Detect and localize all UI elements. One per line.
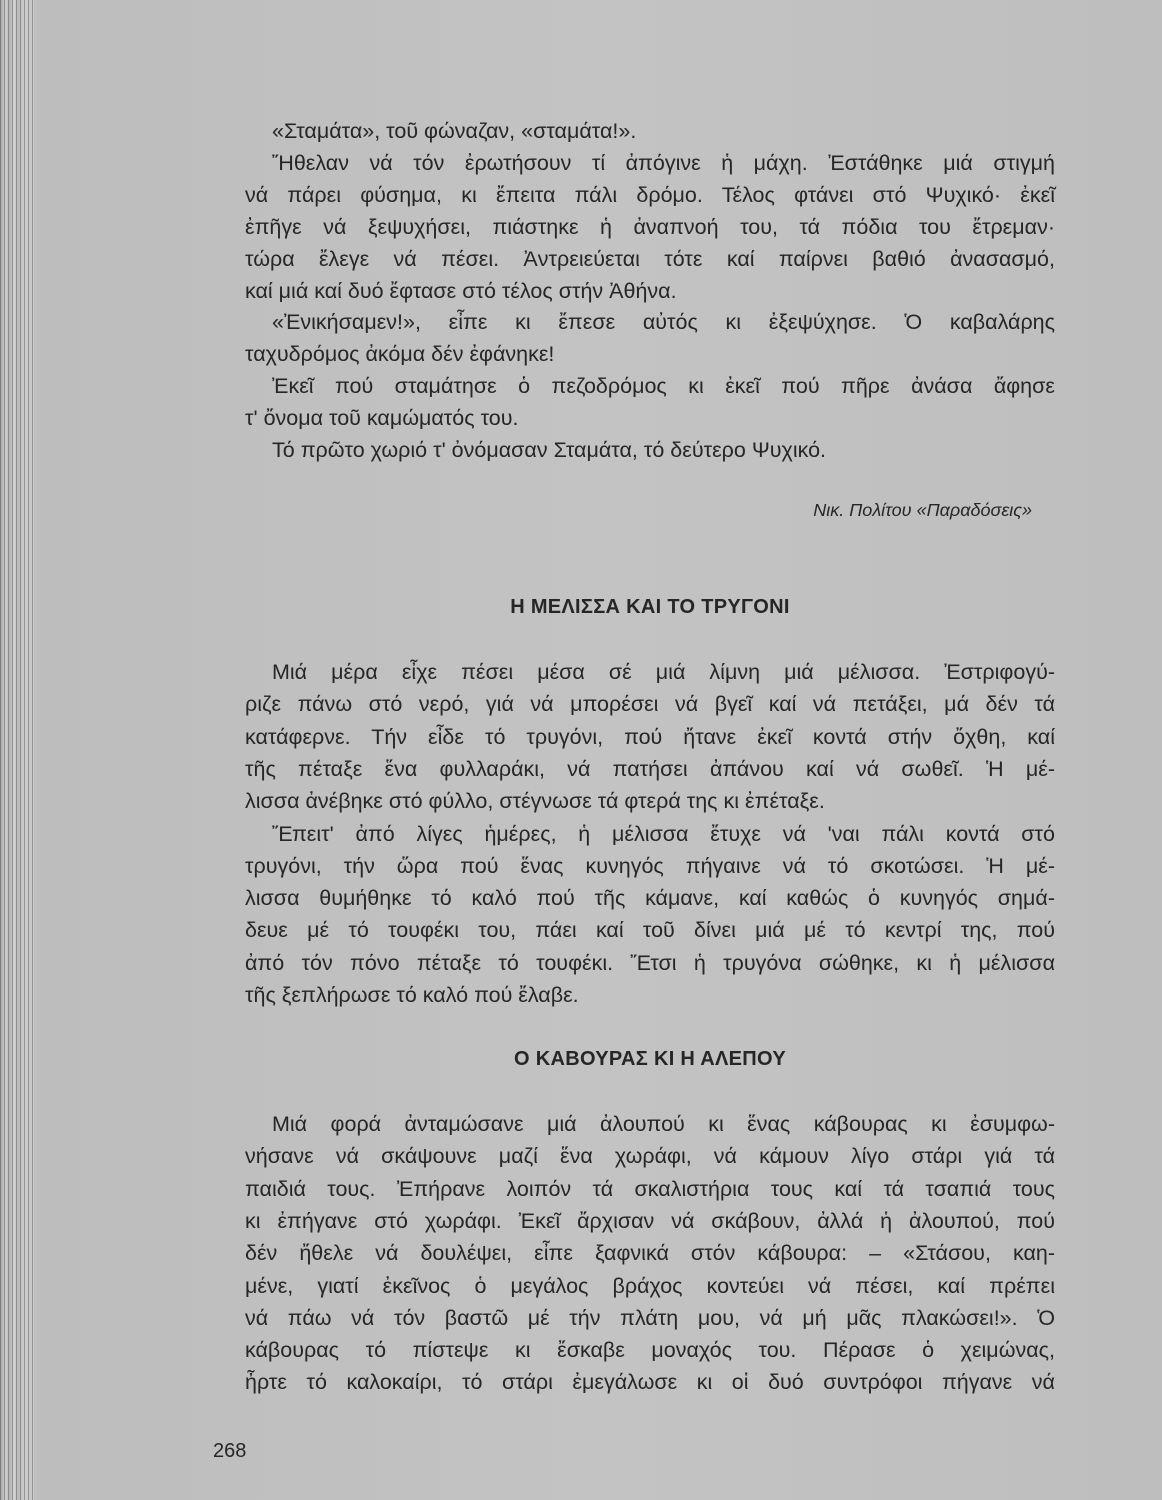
text-line: τῆς πέταξε ἕνα φυλλαράκι, νά πατήσει ἀπάνου καί νά σωθεῖ. Ἡ μέ- <box>245 756 1055 781</box>
heading-bee-and-dove: Η ΜΕΛΙΣΣΑ ΚΑΙ ΤΟ ΤΡΥΓΟΝΙ <box>510 596 790 618</box>
text-line: «Σταμάτα», τοῦ φώναζαν, «σταμάτα!». <box>272 119 637 143</box>
text-line: κατάφερνε. Τήν εἶδε τό τρυγόνι, πού ἤτανε ἐκεῖ κοντά στήν ὄχθη, καί <box>245 724 1055 749</box>
text-line: Μιά μέρα εἶχε πέσει μέσα σέ μιά λίμνη μιά μέλισσα. Ἐστριφογύ- <box>272 660 1055 684</box>
page-stack-edge <box>0 0 34 1500</box>
text-line: Ἔπειτ' ἀπό λίγες ἡμέρες, ἡ μέλισσα ἔτυχε νά 'ναι πάλι κοντά στό <box>272 821 1055 846</box>
text-line: παιδιά τους. Ἐπήρανε λοιπόν τά σκαλιστήρια τους καί τά τσαπιά τους <box>245 1176 1055 1201</box>
text-line: κάβουρας τό πίστεψε κι ἔσκαβε μοναχός του. Πέρασε ὁ χειμώνας, <box>245 1338 1055 1363</box>
text-line: λισσα ἀνέβηκε στό φύλλο, στέγνωσε τά φτερά της κι ἐπέταξε. <box>245 789 825 814</box>
text-line: τρυγόνι, τήν ὥρα πού ἕνας κυνηγός πήγαινε νά τό σκοτώσει. Ἡ μέ- <box>245 853 1055 878</box>
text-line: Ἐκεῖ πού σταμάτησε ὁ πεζοδρόμος κι ἐκεῖ πού πῆρε ἀνάσα ἄφησε <box>272 374 1055 399</box>
text-line: ἀπό τόν πόνο πέταξε τό τουφέκι. Ἔτσι ἡ τρυγόνα σώθηκε, κι ἡ μέλισσα <box>245 950 1055 975</box>
attribution: Νικ. Πολίτου «Παραδόσεις» <box>813 500 1032 520</box>
text-line: νήσανε νά σκάψουνε μαζί ἕνα χωράφι, νά κάμουν λίγο στάρι γιά τά <box>245 1144 1055 1169</box>
text-line: λισσα θυμήθηκε τό καλό πού τῆς κάμανε, καί καθώς ὁ κυνηγός σημά- <box>245 886 1055 911</box>
page-number: 268 <box>213 1440 247 1462</box>
text-line: τ' ὄνομα τοῦ καμώματός του. <box>245 406 519 431</box>
text-line: τώρα ἔλεγε νά πέσει. Ἀντρειεύεται τότε καί παίρνει βαθιό ἀνασασμό, <box>245 246 1055 271</box>
heading-crab-and-fox: Ο ΚΑΒΟΥΡΑΣ ΚΙ Η ΑΛΕΠΟΥ <box>514 1048 786 1070</box>
text-line: μένε, γιατί ἐκεῖνος ὁ μεγάλος βράχος κοντεύει νά πέσει, καί πρέπει <box>245 1273 1055 1298</box>
text-line: Ἤθελαν νά τόν ἐρωτήσουν τί ἀπόγινε ἡ μάχη. Ἐστάθηκε μιά στιγμή <box>272 150 1055 175</box>
text-line: ριζε πάνω στό νερό, γιά νά μπορέσει νά βγεῖ καί νά πετάξει, μά δέν τά <box>245 692 1055 717</box>
text-line: νά πάω νά τόν βαστῶ μέ τήν πλάτη μου, νά μή μᾶς πλακώσει!». Ὁ <box>245 1305 1055 1330</box>
text-line: ταχυδρόμος ἀκόμα δέν ἐφάνηκε! <box>245 342 555 367</box>
text-line: τῆς ξεπλήρωσε τό καλό πού ἔλαβε. <box>245 983 579 1007</box>
text-line: νά πάρει φύσημα, κι ἔπειτα πάλι δρόμο. Τέλος φτάνει στό Ψυχικό· ἐκεῖ <box>245 182 1055 207</box>
text-line: δευε μέ τό τουφέκι του, πάει καί τοῦ δίνει μιά μέ τό κεντρί της, πού <box>245 918 1055 943</box>
text-line: δέν ἤθελε νά δουλέψει, εἶπε ξαφνικά στόν κάβουρα: – «Στάσου, καη- <box>245 1241 1055 1266</box>
text-line: ἐπῆγε νά ξεψυχήσει, πιάστηκε ἡ ἀναπνοή του, τά πόδια του ἔτρεμαν· <box>245 214 1055 239</box>
text-line: ἦρτε τό καλοκαίρι, τό στάρι ἐμεγάλωσε κι οἱ δυό συντρόφοι πήγανε νά <box>245 1370 1055 1395</box>
text-line: «Ἐνικήσαμεν!», εἶπε κι ἔπεσε αὐτός κι ἐξεψύχησε. Ὁ καβαλάρης <box>272 310 1055 335</box>
text-line: Τό πρῶτο χωριό τ' ὀνόμασαν Σταμάτα, τό δεύτερο Ψυχικό. <box>272 438 827 462</box>
text-line: κι ἐπήγανε στό χωράφι. Ἐκεῖ ἄρχισαν νά σκάβουν, ἀλλά ἡ ἀλουπού, πού <box>245 1208 1055 1233</box>
text-line: Μιά φορά ἀνταμώσανε μιά ἀλουπού κι ἕνας κάβουρας κι ἐσυμφω- <box>272 1112 1055 1136</box>
text-line: καί μιά καί δυό ἔφτασε στό τέλος στήν Ἀθήνα. <box>245 278 677 303</box>
